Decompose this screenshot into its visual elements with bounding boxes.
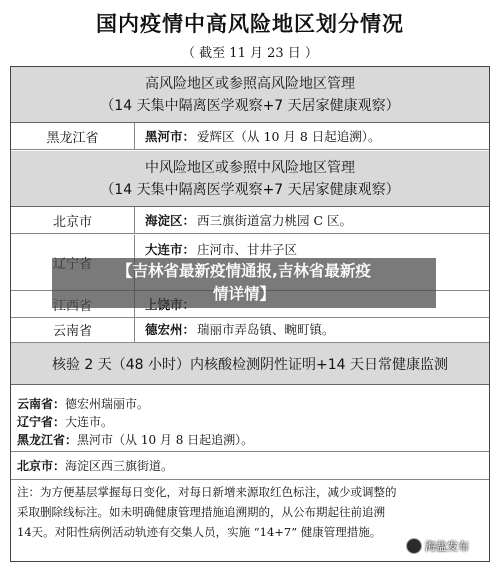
city-name: 黑河市： [145,129,196,144]
list-detail: 海淀区西三旗街道。 [65,459,174,473]
high-risk-header [11,67,489,123]
province-cell: 北京市 [11,207,135,233]
mid-risk-title: 中风险地区或参照中风险地区管理 [145,160,355,176]
list-detail: 大连市。 [65,415,114,429]
table-row [11,207,489,234]
table-row [11,123,489,150]
area-cell [145,316,335,342]
list-province: 云南省： [17,397,66,411]
test-requirement-header: 核验 2 天（48 小时）内核酸检测阴性证明+14 天日常健康监测 [11,343,489,385]
area-cell [145,123,381,149]
overlay-line-2: 情详情】 [212,285,275,303]
area-detail: 爱辉区（从 10 月 8 日起追溯）。 [197,129,381,144]
area-detail: 西三旗街道富力桃园 C 区。 [197,213,353,228]
watermark-text: 海盐发布 [425,540,469,553]
mid-risk-header [11,151,489,207]
note-line-3: 14天。对阳性病例活动轨迹有交集人员，实施 “14+7” 健康管理措施。 [17,525,382,539]
list-item [17,457,173,474]
province-cell: 云南省 [11,316,135,342]
divider [11,451,489,452]
mid-risk-measure: （14 天集中隔离医学观察+7 天居家健康观察） [100,182,400,198]
overlay-line-1: 【吉林省最新疫情通报,吉林省最新疫 [117,262,371,280]
list-detail: 黑河市（从 10 月 8 日起追溯）。 [77,433,254,447]
city-name: 海淀区： [145,213,196,228]
city-name: 德宏州： [145,322,196,337]
list-province: 辽宁省： [17,415,66,429]
list-item [17,395,149,412]
date-subtitle: （ 截至 11 月 23 日 ） [182,46,318,61]
high-risk-measure: （14 天集中隔离医学观察+7 天居家健康观察） [100,98,400,114]
note-line-2: 采取删除线标注。如未明确健康管理措施追溯期的，从公布期起往前追溯 [17,505,385,519]
area-cell [145,207,352,233]
note-line-1: 注：为方便基层掌握每日变化，对每日新增来源取红色标注，减少或调整的 [17,485,397,499]
list-detail: 德宏州瑞丽市。 [65,397,150,411]
circle-logo-icon [406,538,422,554]
area-detail: 瑞丽市弄岛镇、畹町镇。 [197,322,335,337]
list-item [17,431,253,448]
page-title: 国内疫情中高风险地区划分情况 [96,12,404,36]
headline-overlay[interactable] [52,258,436,308]
list-province: 黑龙江省： [17,433,78,447]
watermark [406,538,469,554]
area-detail: 庄河市、甘井子区 [197,241,298,257]
divider [11,479,489,480]
list-province: 北京市： [17,459,66,473]
list-item [17,413,113,430]
high-risk-title: 高风险地区或参照高风险地区管理 [145,76,355,92]
city-name: 大连市： [145,241,196,257]
table-row [11,316,489,343]
province-cell: 黑龙江省 [11,123,135,149]
risk-table [10,66,490,562]
